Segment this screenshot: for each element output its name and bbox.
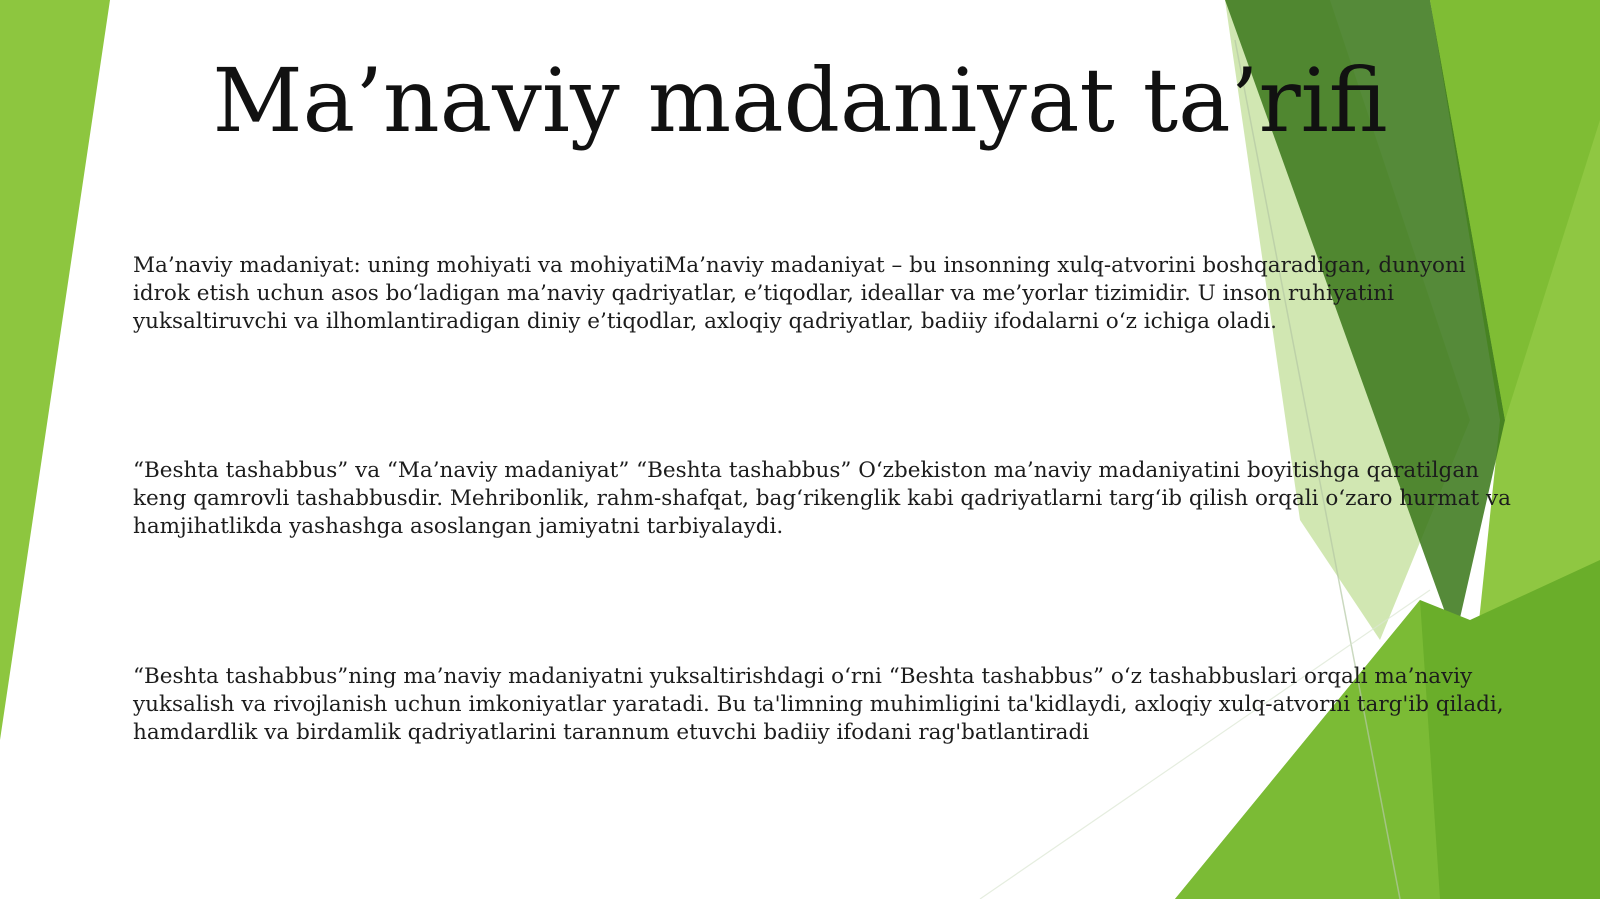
slide-title: Ma’naviy madaniyat ta’rifi xyxy=(212,49,1388,152)
paragraph-role: “Beshta tashabbus”ning ma’naviy madaniyatni yuksaltirishdagi o‘rni “Beshta tashabbus” o‘z tashabbuslari orqali ma’naviy yuksalish va rivojlanish uchun imkoniyatlar yaratadi. Bu ta'limning muhimligini ta'kidlaydi, axloqiy xulq-atvorni targ'ib qiladi, hamdardlik va birdamlik qadriyatlarini tarannum etuvchi badiiy ifodani rag'batlantiradi xyxy=(133,664,1504,745)
bottom-right-light-facet xyxy=(1175,600,1440,899)
paragraph-definition: Ma’naviy madaniyat: uning mohiyati va mohiyatiMa’naviy madaniyat – bu insonning xulq-atvorini boshqaradigan, dunyoni idrok etish uchun asos bo‘ladigan ma’naviy qadriyatlar, e’tiqodlar, ideallar va me’yorlar tizimidir. U inson ruhiyatini yuksaltiruvchi va ilhomlantiradigan diniy e’tiqodlar, axloqiy qadriyatlar, badiiy ifodalarni o‘z ichiga oladi. xyxy=(133,253,1466,334)
paragraph-initiative: “Beshta tashabbus” va “Ma’naviy madaniyat” “Beshta tashabbus” O‘zbekiston ma’naviy madaniyatini boyitishga qaratilgan keng qamrovli tashabbusdir. Mehribonlik, rahm-shafqat, bag‘rikenglik kabi qadriyatlarni targ‘ib qilish orqali o‘zaro hurmat va hamjihatlikda yashashga asoslangan jamiyatni tarbiyalaydi. xyxy=(133,458,1511,539)
